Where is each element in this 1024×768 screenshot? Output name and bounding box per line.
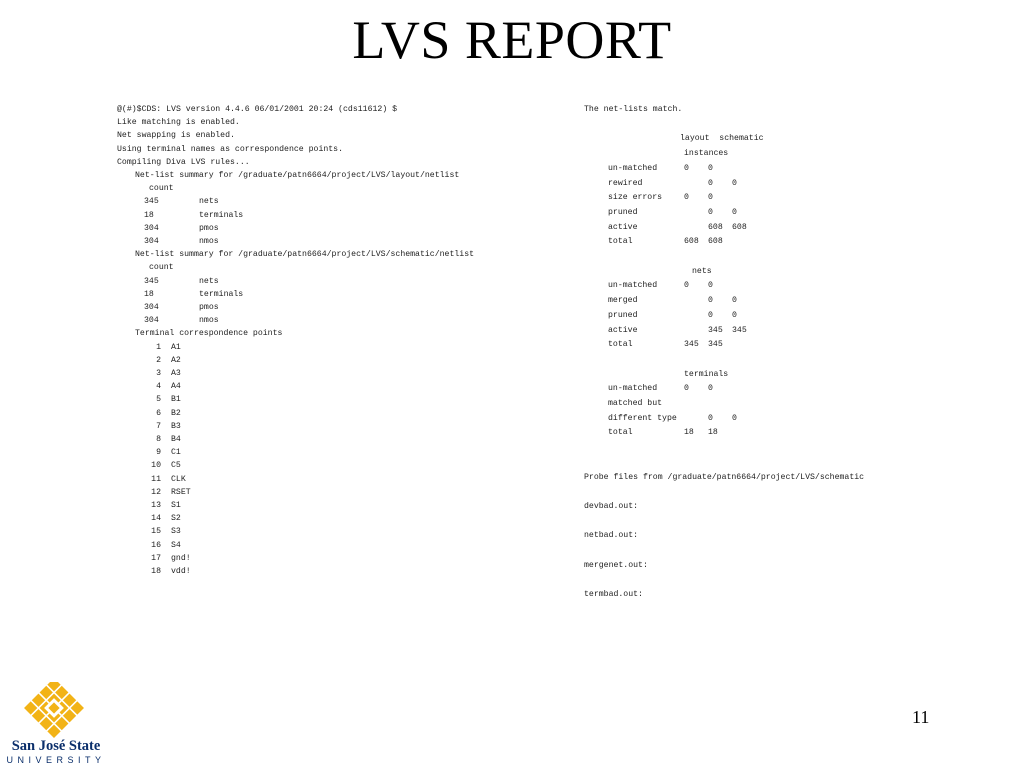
schematic-value: 608 bbox=[732, 222, 747, 232]
header-line: Using terminal names as correspondence points. bbox=[117, 144, 344, 154]
row-label: pruned bbox=[608, 310, 638, 320]
count-label: nets bbox=[199, 276, 219, 286]
probe-file: termbad.out: bbox=[584, 590, 643, 600]
count-value: 18 bbox=[144, 210, 154, 220]
terminal-name: A4 bbox=[171, 382, 181, 392]
terminal-index: 1 bbox=[156, 342, 161, 352]
count-value: 304 bbox=[144, 316, 159, 326]
schematic-value: 18 bbox=[708, 428, 718, 438]
probe-file: devbad.out: bbox=[584, 501, 639, 511]
terminal-points-title: Terminal correspondence points bbox=[135, 329, 283, 339]
terminal-index: 7 bbox=[156, 421, 161, 431]
schematic-value: 0 bbox=[732, 178, 737, 188]
count-label: nmos bbox=[199, 316, 219, 326]
section-title: nets bbox=[692, 266, 712, 276]
terminal-index: 6 bbox=[156, 408, 161, 418]
row-label: merged bbox=[608, 296, 638, 306]
count-label: terminals bbox=[199, 289, 244, 299]
terminal-index: 8 bbox=[156, 435, 161, 444]
count-value: 304 bbox=[144, 303, 159, 312]
slide-title: LVS REPORT bbox=[352, 10, 672, 70]
count-label: pmos bbox=[199, 303, 219, 312]
terminal-name: S2 bbox=[171, 514, 181, 524]
university-name: San José State bbox=[11, 738, 101, 754]
layout-value: 345 bbox=[684, 340, 699, 350]
row-label: different type bbox=[608, 413, 677, 423]
terminal-name: CLK bbox=[171, 474, 186, 484]
layout-value: 0 bbox=[708, 207, 713, 217]
terminal-name: A3 bbox=[171, 369, 181, 378]
count-value: 18 bbox=[144, 289, 154, 299]
schematic-value: 345 bbox=[708, 340, 723, 350]
terminal-name: gnd! bbox=[171, 553, 191, 563]
terminal-index: 17 bbox=[151, 553, 161, 563]
lvs-log-left bbox=[117, 104, 475, 576]
schematic-value: 0 bbox=[708, 193, 713, 203]
terminal-index: 10 bbox=[151, 461, 161, 471]
count-value: 345 bbox=[144, 276, 159, 286]
probe-line: Probe files from /graduate/patn6664/project/LVS/schematic bbox=[584, 472, 865, 482]
count-value: 304 bbox=[144, 223, 159, 233]
row-label: un-matched bbox=[608, 281, 658, 291]
layout-value: 0 bbox=[708, 296, 713, 306]
probe-file: netbad.out: bbox=[584, 531, 639, 541]
header-line: Like matching is enabled. bbox=[117, 118, 240, 128]
terminal-index: 3 bbox=[156, 369, 161, 378]
header-line: Compiling Diva LVS rules... bbox=[117, 157, 250, 167]
count-value: 345 bbox=[144, 197, 159, 207]
layout-value: 0 bbox=[708, 310, 713, 320]
terminal-name: C1 bbox=[171, 448, 181, 458]
count-value: 304 bbox=[144, 237, 159, 246]
layout-value: 608 bbox=[708, 222, 723, 232]
schematic-value: 0 bbox=[708, 163, 713, 173]
terminal-name: B4 bbox=[171, 435, 181, 444]
column-header: layout schematic bbox=[680, 134, 764, 144]
schematic-value: 0 bbox=[708, 384, 713, 394]
terminal-name: S4 bbox=[171, 540, 181, 550]
terminal-name: C5 bbox=[171, 461, 181, 471]
terminal-index: 4 bbox=[156, 382, 161, 392]
layout-value: 0 bbox=[708, 178, 713, 188]
layout-value: 0 bbox=[684, 384, 689, 394]
row-label: active bbox=[608, 325, 638, 335]
terminal-index: 14 bbox=[151, 514, 161, 524]
schematic-value: 0 bbox=[732, 207, 737, 217]
row-label: size errors bbox=[608, 193, 663, 203]
probe-file: mergenet.out: bbox=[584, 560, 648, 570]
count-header: count bbox=[149, 263, 174, 273]
terminal-name: B3 bbox=[171, 421, 181, 431]
terminal-index: 15 bbox=[151, 527, 161, 537]
section-title: terminals bbox=[684, 369, 729, 379]
layout-value: 0 bbox=[708, 413, 713, 423]
count-label: terminals bbox=[199, 210, 244, 220]
layout-value: 608 bbox=[684, 237, 699, 247]
terminal-name: vdd! bbox=[171, 567, 191, 576]
terminal-name: RSET bbox=[171, 487, 191, 497]
schematic-value: 0 bbox=[708, 281, 713, 291]
schematic-value: 0 bbox=[732, 413, 737, 423]
terminal-name: S3 bbox=[171, 527, 181, 537]
schematic-value: 0 bbox=[732, 296, 737, 306]
row-label: total bbox=[608, 428, 633, 438]
terminal-index: 12 bbox=[151, 487, 161, 497]
count-label: nmos bbox=[199, 237, 219, 246]
terminal-index: 18 bbox=[151, 567, 161, 576]
layout-value: 18 bbox=[684, 428, 694, 438]
match-status: The net-lists match. bbox=[584, 105, 683, 114]
header-line: @(#)$CDS: LVS version 4.4.6 06/01/2001 20:24 (cds11612) $ bbox=[117, 105, 398, 114]
terminal-name: B1 bbox=[171, 395, 181, 405]
university-subtitle: UNIVERSITY bbox=[6, 755, 106, 765]
terminal-index: 2 bbox=[156, 355, 161, 365]
terminal-index: 16 bbox=[151, 540, 161, 550]
row-label: rewired bbox=[608, 178, 643, 188]
row-label: matched but bbox=[608, 399, 663, 408]
row-label: total bbox=[608, 340, 633, 350]
row-label: active bbox=[608, 222, 638, 232]
terminal-index: 13 bbox=[151, 501, 161, 510]
schematic-value: 0 bbox=[732, 310, 737, 320]
layout-summary-title: Net-list summary for /graduate/patn6664/project/LVS/layout/netlist bbox=[135, 171, 460, 180]
layout-value: 0 bbox=[684, 193, 689, 203]
lvs-log-right bbox=[584, 104, 865, 600]
schematic-summary-title: Net-list summary for /graduate/patn6664/project/LVS/schematic/netlist bbox=[135, 250, 475, 260]
count-label: pmos bbox=[199, 223, 219, 233]
row-label: total bbox=[608, 237, 633, 247]
count-label: nets bbox=[199, 197, 219, 207]
terminal-name: A2 bbox=[171, 355, 181, 365]
terminal-index: 9 bbox=[156, 448, 161, 458]
terminal-name: B2 bbox=[171, 408, 181, 418]
schematic-value: 345 bbox=[732, 325, 747, 335]
header-line: Net swapping is enabled. bbox=[117, 131, 235, 141]
page-number: 11 bbox=[912, 707, 930, 727]
row-label: un-matched bbox=[608, 384, 658, 394]
section-title: instances bbox=[684, 149, 729, 159]
terminal-index: 5 bbox=[156, 395, 161, 405]
count-header: count bbox=[149, 184, 174, 194]
row-label: pruned bbox=[608, 207, 638, 217]
row-label: un-matched bbox=[608, 163, 658, 173]
layout-value: 345 bbox=[708, 325, 723, 335]
schematic-value: 608 bbox=[708, 237, 723, 247]
layout-value: 0 bbox=[684, 281, 689, 291]
terminal-index: 11 bbox=[151, 474, 161, 484]
layout-value: 0 bbox=[684, 163, 689, 173]
terminal-name: S1 bbox=[171, 501, 181, 510]
terminal-name: A1 bbox=[171, 342, 181, 352]
